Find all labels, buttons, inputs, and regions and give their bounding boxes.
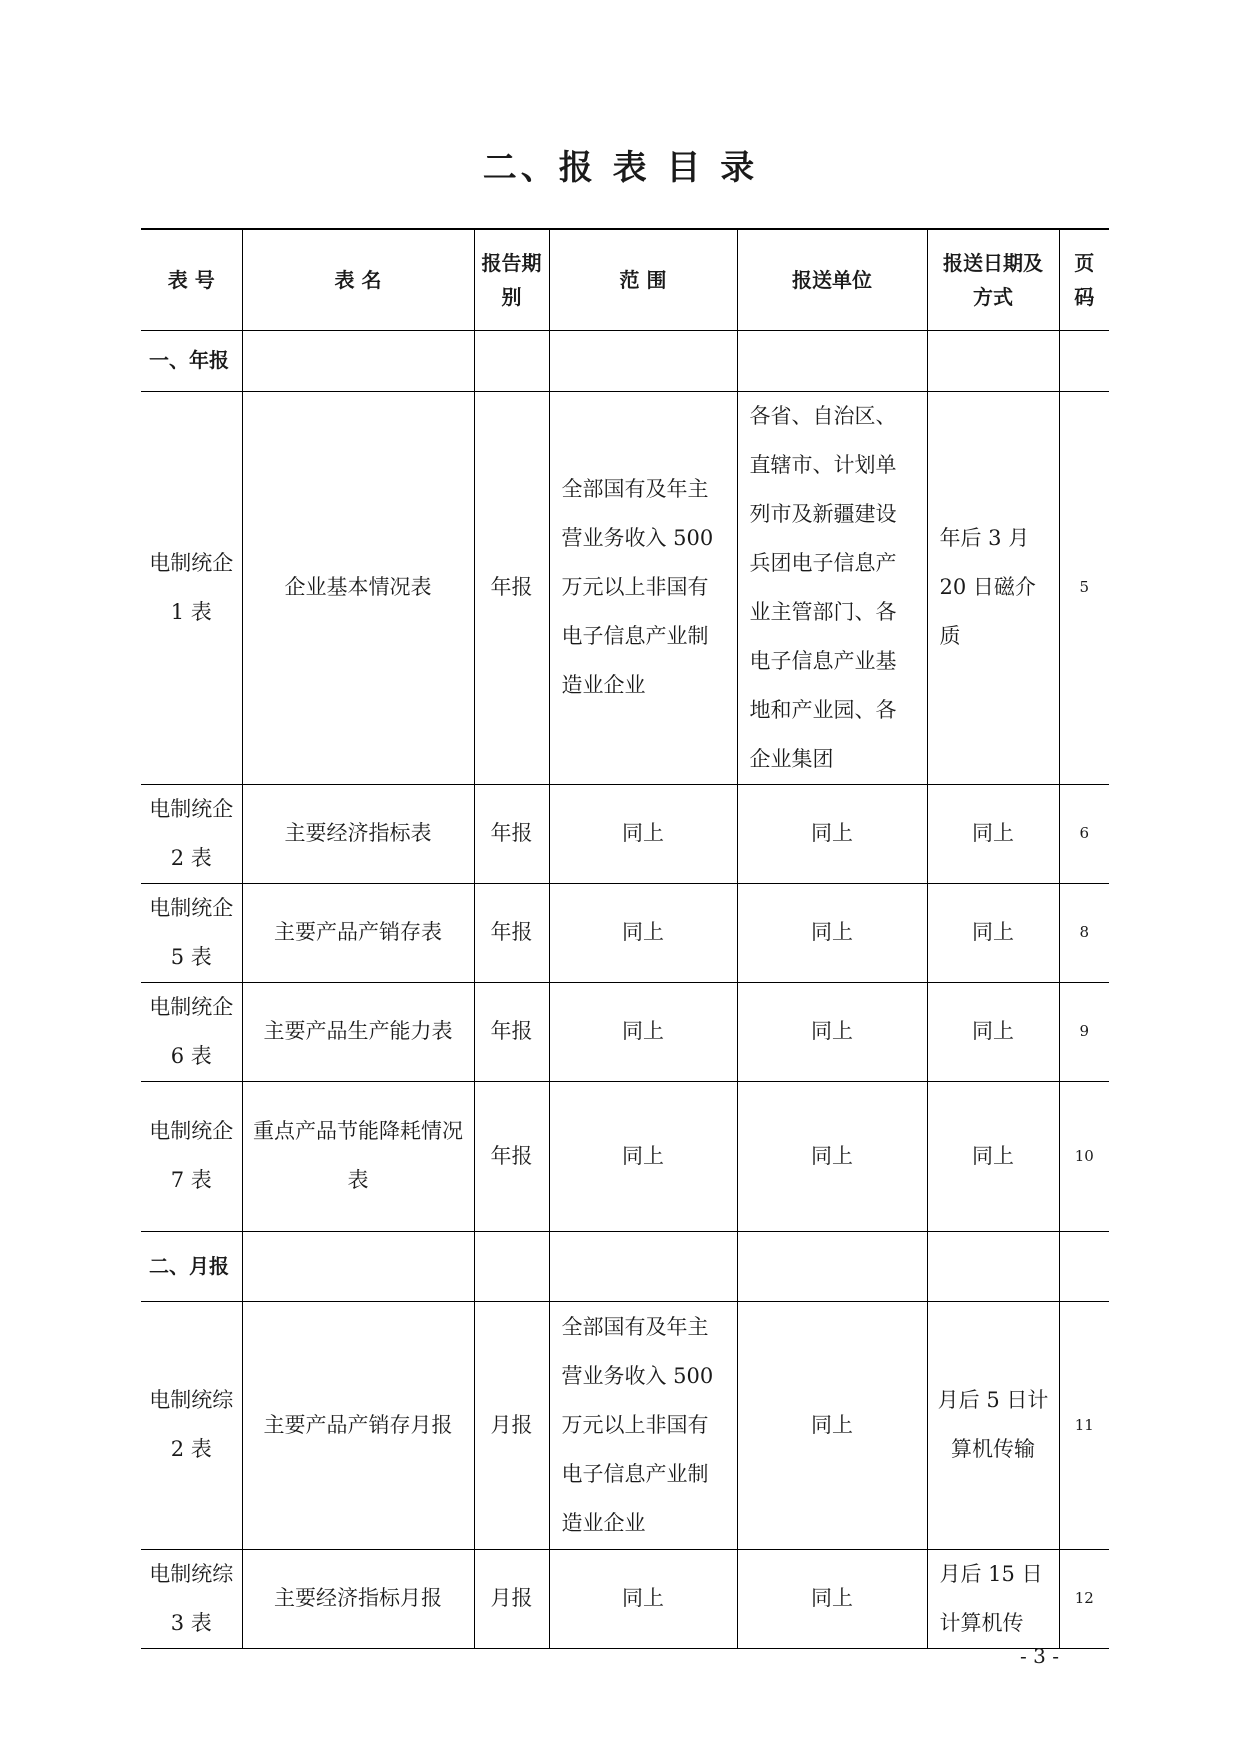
table-no-cell: 电制统企 2 表 bbox=[141, 784, 242, 883]
table-row bbox=[141, 391, 1109, 784]
page-number: - 3 - bbox=[1020, 1644, 1059, 1668]
table-row bbox=[141, 1081, 1109, 1231]
table-no-cell: 电制统综 3 表 bbox=[141, 1549, 242, 1648]
section-label: 二、月报 bbox=[141, 1231, 242, 1301]
header-period: 报告期别 bbox=[474, 229, 549, 330]
scope-cell: 全部国有及年主营业务收入 500 万元以上非国有电子信息产业制造业企业 bbox=[549, 1301, 737, 1549]
date-method-cell: 月后 15 日计算机传 bbox=[927, 1549, 1059, 1648]
report-catalog-table bbox=[141, 228, 1109, 1649]
scope-cell: 同上 bbox=[549, 1081, 737, 1231]
section-label: 一、年报 bbox=[141, 330, 242, 391]
unit-cell: 同上 bbox=[737, 982, 927, 1081]
table-name-cell: 重点产品节能降耗情况表 bbox=[242, 1081, 474, 1231]
date-method-cell: 同上 bbox=[927, 982, 1059, 1081]
unit-cell: 同上 bbox=[737, 883, 927, 982]
period-cell: 年报 bbox=[474, 982, 549, 1081]
table-row bbox=[141, 1549, 1109, 1648]
scope-cell: 同上 bbox=[549, 883, 737, 982]
scope-cell: 全部国有及年主营业务收入 500 万元以上非国有电子信息产业制造业企业 bbox=[549, 391, 737, 784]
header-unit: 报送单位 bbox=[737, 229, 927, 330]
table-row bbox=[141, 982, 1109, 1081]
period-cell: 月报 bbox=[474, 1301, 549, 1549]
page-title: 二、报 表 目 录 bbox=[482, 148, 759, 188]
table-no-cell: 电制统综 2 表 bbox=[141, 1301, 242, 1549]
unit-cell: 同上 bbox=[737, 784, 927, 883]
header-row bbox=[141, 229, 1109, 330]
date-method-cell: 同上 bbox=[927, 1081, 1059, 1231]
page-cell: 8 bbox=[1059, 883, 1109, 982]
date-method-cell: 同上 bbox=[927, 883, 1059, 982]
page-cell: 5 bbox=[1059, 391, 1109, 784]
period-cell: 年报 bbox=[474, 883, 549, 982]
table-name-cell: 企业基本情况表 bbox=[242, 391, 474, 784]
scope-cell: 同上 bbox=[549, 982, 737, 1081]
table-no-cell: 电制统企 1 表 bbox=[141, 391, 242, 784]
table-no-cell: 电制统企 6 表 bbox=[141, 982, 242, 1081]
section-row-monthly bbox=[141, 1231, 1109, 1301]
section-row-annual bbox=[141, 330, 1109, 391]
scope-cell: 同上 bbox=[549, 784, 737, 883]
unit-cell: 同上 bbox=[737, 1081, 927, 1231]
scope-cell: 同上 bbox=[549, 1549, 737, 1648]
table-row bbox=[141, 784, 1109, 883]
header-date-method: 报送日期及方式 bbox=[927, 229, 1059, 330]
table-name-cell: 主要经济指标月报 bbox=[242, 1549, 474, 1648]
period-cell: 年报 bbox=[474, 1081, 549, 1231]
header-table-name: 表 名 bbox=[242, 229, 474, 330]
unit-cell: 同上 bbox=[737, 1549, 927, 1648]
table-name-cell: 主要产品产销存表 bbox=[242, 883, 474, 982]
table-row bbox=[141, 883, 1109, 982]
page-cell: 6 bbox=[1059, 784, 1109, 883]
unit-cell: 各省、自治区、直辖市、计划单列市及新疆建设兵团电子信息产业主管部门、各电子信息产业基地和产业园、各企业集团 bbox=[737, 391, 927, 784]
date-method-cell: 月后 5 日计算机传输 bbox=[927, 1301, 1059, 1549]
table-name-cell: 主要经济指标表 bbox=[242, 784, 474, 883]
header-page: 页码 bbox=[1059, 229, 1109, 330]
period-cell: 年报 bbox=[474, 391, 549, 784]
date-method-cell: 同上 bbox=[927, 784, 1059, 883]
page-cell: 10 bbox=[1059, 1081, 1109, 1231]
period-cell: 月报 bbox=[474, 1549, 549, 1648]
period-cell: 年报 bbox=[474, 784, 549, 883]
table-no-cell: 电制统企 5 表 bbox=[141, 883, 242, 982]
header-scope: 范 围 bbox=[549, 229, 737, 330]
table-row bbox=[141, 1301, 1109, 1549]
page-cell: 9 bbox=[1059, 982, 1109, 1081]
page-cell: 11 bbox=[1059, 1301, 1109, 1549]
page-cell: 12 bbox=[1059, 1549, 1109, 1648]
unit-cell: 同上 bbox=[737, 1301, 927, 1549]
header-table-no: 表 号 bbox=[141, 229, 242, 330]
table-name-cell: 主要产品生产能力表 bbox=[242, 982, 474, 1081]
table-no-cell: 电制统企 7 表 bbox=[141, 1081, 242, 1231]
date-method-cell: 年后 3 月 20 日磁介质 bbox=[927, 391, 1059, 784]
table-name-cell: 主要产品产销存月报 bbox=[242, 1301, 474, 1549]
